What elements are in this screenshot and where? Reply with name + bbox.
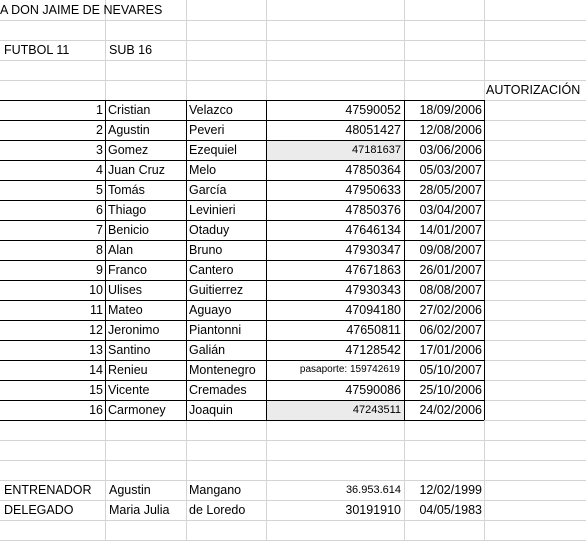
player-birthdate[interactable]: 26/01/2007 bbox=[419, 263, 482, 277]
player-document[interactable]: 47128542 bbox=[345, 343, 401, 357]
player-number[interactable]: 7 bbox=[96, 223, 103, 237]
player-number[interactable]: 14 bbox=[89, 363, 103, 377]
player-first-name[interactable]: Mateo bbox=[108, 303, 143, 317]
player-birthdate[interactable]: 27/02/2006 bbox=[419, 303, 482, 317]
player-number[interactable]: 3 bbox=[96, 143, 103, 157]
staff-birthdate[interactable]: 04/05/1983 bbox=[419, 503, 482, 517]
player-number[interactable]: 1 bbox=[96, 103, 103, 117]
player-first-name[interactable]: Jeronimo bbox=[108, 323, 160, 337]
player-last-name[interactable]: Levinieri bbox=[189, 203, 236, 217]
player-document[interactable]: 47590052 bbox=[345, 103, 401, 117]
table-border-vertical bbox=[186, 100, 187, 420]
player-first-name[interactable]: Ulises bbox=[108, 283, 143, 297]
player-last-name[interactable]: García bbox=[189, 183, 227, 197]
player-first-name[interactable]: Franco bbox=[108, 263, 147, 277]
player-first-name[interactable]: Agustin bbox=[108, 123, 150, 137]
player-last-name[interactable]: Cremades bbox=[189, 383, 247, 397]
player-first-name[interactable]: Juan Cruz bbox=[108, 163, 165, 177]
player-last-name[interactable]: Melo bbox=[189, 163, 217, 177]
player-document[interactable]: 47094180 bbox=[345, 303, 401, 317]
player-last-name[interactable]: Cantero bbox=[189, 263, 234, 277]
player-birthdate[interactable]: 06/02/2007 bbox=[419, 323, 482, 337]
player-first-name[interactable]: Santino bbox=[108, 343, 151, 357]
gridline-horizontal bbox=[0, 440, 586, 441]
table-border-vertical bbox=[105, 100, 106, 420]
player-first-name[interactable]: Renieu bbox=[108, 363, 148, 377]
player-document[interactable]: 47650811 bbox=[346, 323, 401, 337]
player-document[interactable]: 47850376 bbox=[345, 203, 401, 217]
player-last-name[interactable]: Velazco bbox=[189, 103, 233, 117]
player-first-name[interactable]: Carmoney bbox=[108, 403, 166, 417]
gridline-horizontal bbox=[0, 60, 586, 61]
player-birthdate[interactable]: 24/02/2006 bbox=[419, 403, 482, 417]
player-document[interactable]: 47243511 bbox=[352, 404, 401, 416]
player-number[interactable]: 10 bbox=[89, 283, 103, 297]
player-number[interactable]: 9 bbox=[96, 263, 103, 277]
player-number[interactable]: 8 bbox=[96, 243, 103, 257]
player-birthdate[interactable]: 18/09/2006 bbox=[419, 103, 482, 117]
gridline-horizontal bbox=[0, 20, 586, 21]
player-number[interactable]: 6 bbox=[96, 203, 103, 217]
player-last-name[interactable]: Aguayo bbox=[189, 303, 232, 317]
player-birthdate[interactable]: 09/08/2007 bbox=[419, 243, 482, 257]
player-last-name[interactable]: Peveri bbox=[189, 123, 225, 137]
player-document[interactable]: 47850364 bbox=[345, 163, 401, 177]
staff-document[interactable]: 30191910 bbox=[345, 503, 401, 517]
staff-last-name[interactable]: de Loredo bbox=[189, 503, 246, 517]
player-birthdate[interactable]: 05/10/2007 bbox=[419, 363, 482, 377]
player-birthdate[interactable]: 28/05/2007 bbox=[419, 183, 482, 197]
player-number[interactable]: 15 bbox=[89, 383, 103, 397]
player-number[interactable]: 2 bbox=[96, 123, 103, 137]
player-document[interactable]: 47950633 bbox=[345, 183, 401, 197]
staff-first-name[interactable]: Maria Julia bbox=[109, 503, 170, 517]
player-last-name[interactable]: Galián bbox=[189, 343, 226, 357]
staff-document[interactable]: 36.953.614 bbox=[345, 484, 401, 496]
staff-role[interactable]: DELEGADO bbox=[4, 503, 74, 517]
player-document[interactable]: 47930347 bbox=[345, 243, 401, 257]
player-last-name[interactable]: Otaduy bbox=[189, 223, 230, 237]
player-birthdate[interactable]: 05/03/2007 bbox=[419, 163, 482, 177]
gridline-horizontal bbox=[0, 460, 586, 461]
player-number[interactable]: 5 bbox=[96, 183, 103, 197]
player-number[interactable]: 11 bbox=[90, 303, 103, 317]
player-number[interactable]: 13 bbox=[89, 343, 103, 357]
player-document[interactable]: 47646134 bbox=[345, 223, 401, 237]
player-number[interactable]: 12 bbox=[89, 323, 103, 337]
player-last-name[interactable]: Montenegro bbox=[189, 363, 256, 377]
player-last-name[interactable]: Joaquin bbox=[189, 403, 233, 417]
authorization-header[interactable]: AUTORIZACIÓN bbox=[486, 83, 581, 97]
table-border-vertical bbox=[484, 100, 485, 420]
player-first-name[interactable]: Alan bbox=[108, 243, 134, 257]
player-last-name[interactable]: Ezequiel bbox=[189, 143, 237, 157]
player-birthdate[interactable]: 03/04/2007 bbox=[419, 203, 482, 217]
player-last-name[interactable]: Guitierrez bbox=[189, 283, 244, 297]
player-first-name[interactable]: Benicio bbox=[108, 223, 149, 237]
staff-birthdate[interactable]: 12/02/1999 bbox=[419, 483, 482, 497]
staff-first-name[interactable]: Agustin bbox=[109, 483, 151, 497]
player-birthdate[interactable]: 08/08/2007 bbox=[419, 283, 482, 297]
player-document[interactable]: pasaporte: 159742619 bbox=[299, 364, 400, 375]
player-number[interactable]: 4 bbox=[96, 163, 103, 177]
division-label[interactable]: SUB 16 bbox=[109, 43, 153, 57]
player-number[interactable]: 16 bbox=[89, 403, 103, 417]
player-last-name[interactable]: Piantonni bbox=[189, 323, 242, 337]
player-first-name[interactable]: Tomás bbox=[108, 183, 145, 197]
player-document[interactable]: 47590086 bbox=[345, 383, 401, 397]
player-first-name[interactable]: Vicente bbox=[108, 383, 150, 397]
sheet-title[interactable]: A DON JAIME DE NEVARES bbox=[0, 3, 163, 17]
player-document[interactable]: 47181637 bbox=[352, 144, 401, 156]
player-birthdate[interactable]: 14/01/2007 bbox=[419, 223, 482, 237]
staff-role[interactable]: ENTRENADOR bbox=[4, 483, 92, 497]
player-first-name[interactable]: Gomez bbox=[108, 143, 149, 157]
player-document[interactable]: 47671863 bbox=[345, 263, 401, 277]
player-birthdate[interactable]: 25/10/2006 bbox=[419, 383, 482, 397]
player-first-name[interactable]: Thiago bbox=[108, 203, 147, 217]
gridline-horizontal bbox=[0, 520, 586, 521]
player-first-name[interactable]: Cristian bbox=[108, 103, 151, 117]
player-birthdate[interactable]: 03/06/2006 bbox=[419, 143, 482, 157]
player-document[interactable]: 48051427 bbox=[345, 123, 401, 137]
player-last-name[interactable]: Bruno bbox=[189, 243, 223, 257]
player-birthdate[interactable]: 17/01/2006 bbox=[419, 343, 482, 357]
player-document[interactable]: 47930343 bbox=[345, 283, 401, 297]
staff-last-name[interactable]: Mangano bbox=[189, 483, 242, 497]
player-birthdate[interactable]: 12/08/2006 bbox=[419, 123, 482, 137]
table-border-horizontal bbox=[0, 420, 484, 421]
category-label[interactable]: FUTBOL 11 bbox=[4, 43, 70, 57]
